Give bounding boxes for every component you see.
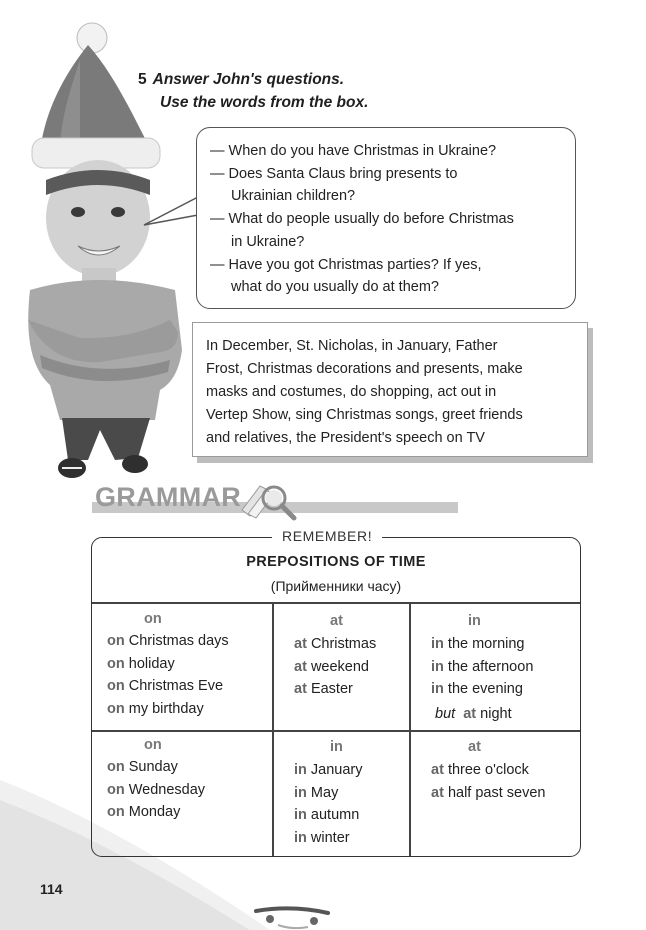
list-item: in the evening: [431, 681, 523, 698]
list-item: on Monday: [107, 804, 181, 821]
question-2-continuation: Ukrainian children?: [231, 188, 356, 205]
table-cell-on: [107, 630, 229, 721]
question-4-continuation: what do you usually do at them?: [231, 279, 439, 296]
table-cell-in: [431, 633, 533, 726]
exercise-number: 5: [138, 71, 147, 88]
column-head-on: on: [144, 737, 162, 753]
column-head-at: at: [330, 613, 343, 629]
word-box-line: Frost, Christmas decorations and presents, make: [206, 361, 523, 377]
page-number: 114: [40, 881, 63, 897]
list-item: in winter: [294, 830, 350, 847]
question-3-continuation: in Ukraine?: [231, 233, 305, 250]
column-head-in: in: [468, 613, 481, 629]
question-4-text: — Have you got Christmas parties? If yes,: [210, 256, 482, 273]
list-item: at Christmas: [294, 636, 377, 652]
skateboard-icon: [252, 903, 332, 930]
list-item: in autumn: [294, 807, 360, 824]
list-item: on holiday: [107, 655, 175, 672]
table-cell-in: [294, 759, 363, 850]
list-item: on my birthday: [107, 701, 204, 718]
word-box-line: masks and costumes, do shopping, act out in: [206, 384, 497, 400]
question-2: [210, 163, 565, 208]
table-divider: [92, 602, 580, 604]
table-divider: [272, 602, 274, 856]
table-title: PREPOSITIONS OF TIME: [246, 554, 426, 570]
list-item: on Christmas Eve: [107, 678, 224, 695]
list-item: on Sunday: [107, 759, 178, 775]
question-3: [210, 208, 565, 253]
list-item: on Christmas days: [107, 633, 229, 649]
column-head-on: on: [144, 611, 162, 627]
question-4: [210, 254, 565, 299]
list-item: in the morning: [431, 636, 525, 652]
table-cell-at: [431, 759, 545, 804]
question-3-text: — What do people usually do before Christmas: [210, 211, 514, 228]
list-item: in May: [294, 784, 339, 801]
exercise-instruction-line2: Use the words from the box.: [160, 94, 369, 111]
list-item: in January: [294, 762, 363, 778]
column-head-in: in: [330, 739, 343, 755]
list-item: at Easter: [294, 681, 353, 698]
word-box: [192, 322, 588, 457]
grammar-title: GRAMMAR: [95, 482, 242, 512]
word-box-line: and relatives, the President's speech on TV: [206, 430, 485, 446]
list-item: at three o'clock: [431, 762, 529, 778]
remember-label: REMEMBER!: [272, 528, 382, 544]
list-item: at half past seven: [431, 784, 546, 801]
word-box-line: Vertep Show, sing Christmas songs, greet friends: [206, 407, 523, 423]
table-cell-on: [107, 756, 205, 824]
list-item: in the afternoon: [431, 658, 534, 675]
table-divider: [409, 602, 411, 856]
column-head-at: at: [468, 739, 481, 755]
list-item: on Wednesday: [107, 781, 206, 798]
exercise-instruction-line1: Answer John's questions.: [152, 71, 345, 88]
word-box-line: In December, St. Nicholas, in January, Father: [206, 338, 498, 354]
table-subtitle: (Прийменники часу): [270, 578, 402, 594]
question-1-text: — When do you have Christmas in Ukraine?: [210, 143, 497, 159]
question-2-text: — Does Santa Claus bring presents to: [210, 165, 458, 182]
list-item-exception: but at night: [435, 706, 512, 723]
magnifier-icon: [238, 480, 298, 522]
speech-bubble: [196, 127, 576, 309]
question-1: [210, 140, 565, 163]
exercise-heading: [138, 68, 368, 114]
table-cell-at: [294, 633, 376, 701]
list-item: at weekend: [294, 658, 369, 675]
table-divider: [92, 730, 580, 732]
